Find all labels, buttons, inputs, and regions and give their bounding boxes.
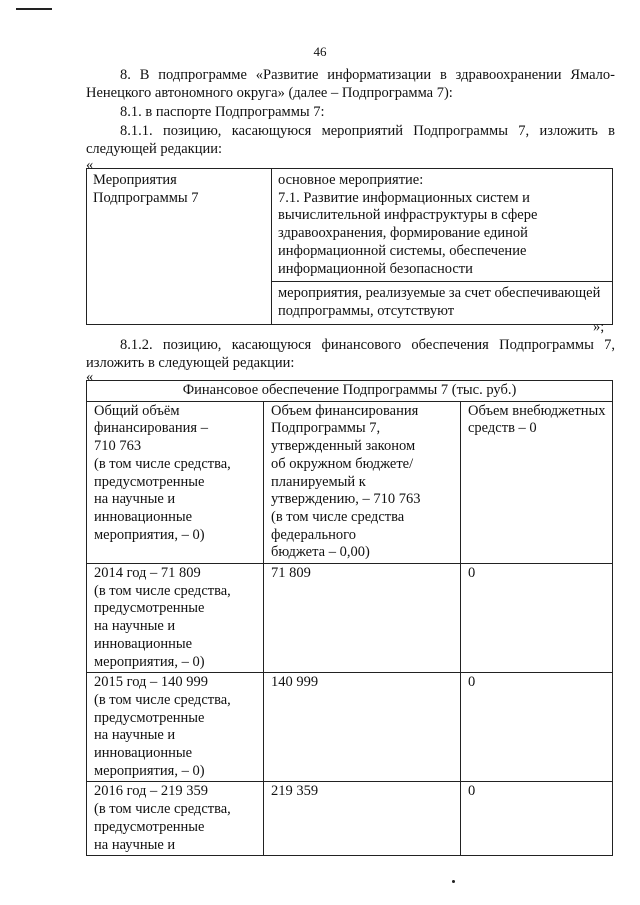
cell-line: 71 809 (271, 565, 311, 582)
scan-speck (452, 880, 455, 883)
cell-line: 219 359 (271, 783, 319, 800)
cell-line: федерального (271, 526, 356, 543)
cell-line: мероприятия, – 0) (94, 526, 205, 543)
year-2015-cell (87, 673, 264, 782)
table-row (87, 782, 613, 856)
cell-line: предусмотренные (94, 818, 205, 835)
total-financing-cell (87, 401, 264, 563)
financing-table (86, 380, 613, 856)
cell-line: (в том числе средства, (94, 801, 231, 818)
main-event-line: информационной системы, обеспечение (278, 242, 527, 259)
cell-line: инновационные (94, 508, 193, 525)
main-event-line: 7.1. Развитие информационных систем и (278, 189, 530, 206)
cell-line: утверждению, – 710 763 (271, 491, 421, 508)
quote-open-2: « (86, 369, 94, 385)
financing-table-caption: Финансовое обеспечение Подпрограммы 7 (тыс. руб.) (87, 381, 613, 402)
year-2014-budget-cell (264, 564, 461, 673)
main-event-line: основное мероприятие: (278, 172, 424, 188)
events-table (86, 168, 613, 325)
main-event-line: вычислительной инфраструктуры в сфере (278, 207, 538, 224)
cell-line: 710 763 (94, 438, 142, 455)
paragraph-8-1-2-line2: изложить в следующей редакции: (86, 355, 295, 371)
year-2016-extrabudgetary-cell (461, 782, 613, 856)
table-row (87, 564, 613, 673)
cell-line: 140 999 (271, 674, 319, 691)
cell-line: финансирования – (94, 420, 208, 437)
cell-line: Объем внебюджетных (468, 402, 606, 419)
main-event-block (272, 169, 612, 281)
paragraph-8-1-2-line1: 8.1.2. позицию, касающуюся финансового обеспечения Подпрограммы 7, (120, 337, 615, 353)
cell-line: (в том числе средства, (94, 691, 231, 708)
events-label-line: Подпрограммы 7 (93, 189, 199, 206)
cell-line: Общий объём (94, 402, 180, 419)
cell-line: (в том числе средства, (94, 582, 231, 599)
cell-line: средств – 0 (468, 420, 537, 437)
cell-line: на научные и (94, 836, 176, 853)
cell-line: на научные и (94, 727, 176, 744)
cell-line: на научные и (94, 618, 176, 635)
year-2014-cell (87, 564, 264, 673)
table-row (87, 673, 613, 782)
paragraph-8-line1: 8. В подпрограмме «Развитие информатизации в здравоохранении Ямало- (120, 67, 615, 83)
year-2016-cell (87, 782, 264, 856)
supporting-event-line: подпрограммы, отсутствуют (278, 302, 455, 319)
page-number: 46 (313, 44, 327, 59)
paragraph-8-line2: Ненецкого автономного округа» (далее – Подпрограмма 7): (86, 85, 453, 101)
cell-line: 0 (468, 565, 476, 582)
events-content-cell (272, 169, 613, 325)
events-label-line: Мероприятия (93, 172, 177, 188)
cell-line: 0 (468, 783, 476, 800)
year-2016-budget-cell (264, 782, 461, 856)
cell-line: бюджета – 0,00) (271, 544, 370, 561)
cell-line: (в том числе средства (271, 508, 405, 525)
events-label-cell (87, 169, 272, 325)
paragraph-8-1-1-line2: следующей редакции: (86, 141, 223, 157)
cell-line: Объем финансирования (271, 402, 419, 419)
cell-line: предусмотренные (94, 473, 205, 490)
cell-line: об окружном бюджете/ (271, 455, 414, 472)
cell-line: мероприятия, – 0) (94, 653, 205, 670)
cell-line: 2016 год – 219 359 (94, 783, 209, 800)
cell-line: инновационные (94, 745, 193, 762)
cell-line: 0 (468, 674, 476, 691)
cell-line: (в том числе средства, (94, 455, 231, 472)
cell-line: планируемый к (271, 473, 366, 490)
table-row (87, 401, 613, 563)
supporting-event-line: мероприятия, реализуемые за счет обеспечивающей (278, 285, 601, 302)
quote-close-1: »; (593, 319, 605, 335)
cell-line: 2014 год – 71 809 (94, 565, 201, 582)
top-edge-rule (16, 8, 52, 10)
cell-line: на научные и (94, 491, 176, 508)
cell-line: мероприятия, – 0) (94, 762, 205, 779)
main-event-line: здравоохранения, формирование единой (278, 225, 528, 242)
paragraph-8-1: 8.1. в паспорте Подпрограммы 7: (120, 104, 325, 120)
cell-line: предусмотренные (94, 709, 205, 726)
year-2014-extrabudgetary-cell (461, 564, 613, 673)
extrabudgetary-cell (461, 401, 613, 563)
main-event-line: информационной безопасности (278, 260, 473, 277)
cell-line: 2015 год – 140 999 (94, 674, 209, 691)
supporting-events-block (272, 281, 612, 323)
budget-financing-cell (264, 401, 461, 563)
year-2015-budget-cell (264, 673, 461, 782)
cell-line: Подпрограммы 7, (271, 420, 381, 437)
paragraph-8-1-1-line1: 8.1.1. позицию, касающуюся мероприятий Подпрограммы 7, изложить в (120, 123, 615, 139)
cell-line: инновационные (94, 635, 193, 652)
quote-open-1: « (86, 157, 94, 173)
cell-line: утвержденный законом (271, 438, 416, 455)
year-2015-extrabudgetary-cell (461, 673, 613, 782)
cell-line: предусмотренные (94, 600, 205, 617)
